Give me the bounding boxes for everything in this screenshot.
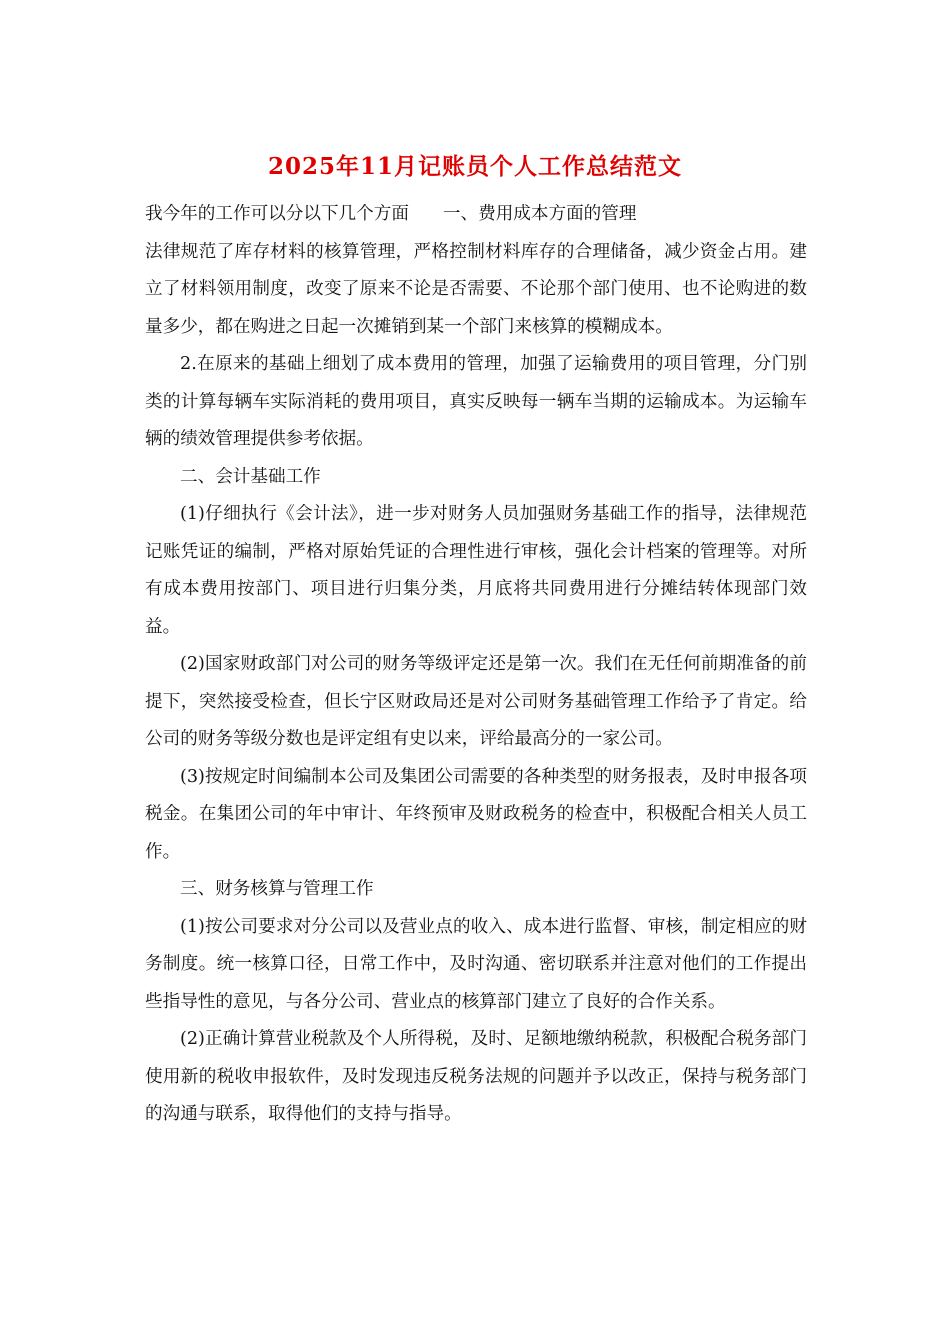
intro-lead: 我今年的工作可以分以下几个方面 [145,204,409,224]
paragraph-tax-payment: (2)正确计算营业税款及个人所得税，及时、足额地缴纳税款，积极配合税务部门使用新的税收申报软件，及时发现违反税务法规的问题并予以改正，保持与税务部门的沟通与联系，取得他们的支持与指导。 [145,1029,807,1124]
document-body [145,196,807,1134]
intro-line [145,196,807,234]
paragraph-financial-reports: (3)按规定时间编制本公司及集团公司需要的各种类型的财务报表，及时申报各项税金。在集团公司的年中审计、年终预审及财政税务的检查中，积极配合相关人员工作。 [145,766,807,862]
paragraph-cost-management: 2.在原来的基础上细划了成本费用的管理，加强了运输费用的项目管理，分门别类的计算每辆车实际消耗的费用项目，真实反映每一辆车当期的运输成本。为运输车辆的绩效管理提供参考依据。 [145,354,807,449]
paragraph-accounting-law: (1)仔细执行《会计法》，进一步对财务人员加强财务基础工作的指导，法律规范记账凭证的编制，严格对原始凭证的合理性进行审核，强化会计档案的管理等。对所有成本费用按部门、项目进行归集分类，月底将共同费用进行分摊结转体现部门效益。 [145,504,807,637]
paragraph-branch-audit: (1)按公司要求对分公司以及营业点的收入、成本进行监督、审核，制定相应的财务制度。统一核算口径，日常工作中，及时沟通、密切联系并注意对他们的工作提出些指导性的意见，与各分公司、营业点的核算部门建立了良好的合作关系。 [145,916,807,1012]
section-heading-3: 三、财务核算与管理工作 [180,879,374,899]
paragraph-finance-rating: (2)国家财政部门对公司的财务等级评定还是第一次。我们在无任何前期准备的前提下，突然接受检查，但长宁区财政局还是对公司财务基础管理工作给予了肯定。给公司的财务等级分数也是评定组有史以来，评给最高分的一家公司。 [145,654,807,749]
document-title: 2025年11月记账员个人工作总结范文 [267,153,683,180]
section-heading-1: 一、费用成本方面的管理 [442,204,637,224]
paragraph-inventory: 法律规范了库存材料的核算管理，严格控制材料库存的合理储备，减少资金占用。建立了材料领用制度，改变了原来不论是否需要、不论那个部门使用、也不论购进的数量多少，都在购进之日起一次摊销到某一个部门来核算的模糊成本。 [145,241,807,337]
section-heading-2: 二、会计基础工作 [180,466,321,487]
